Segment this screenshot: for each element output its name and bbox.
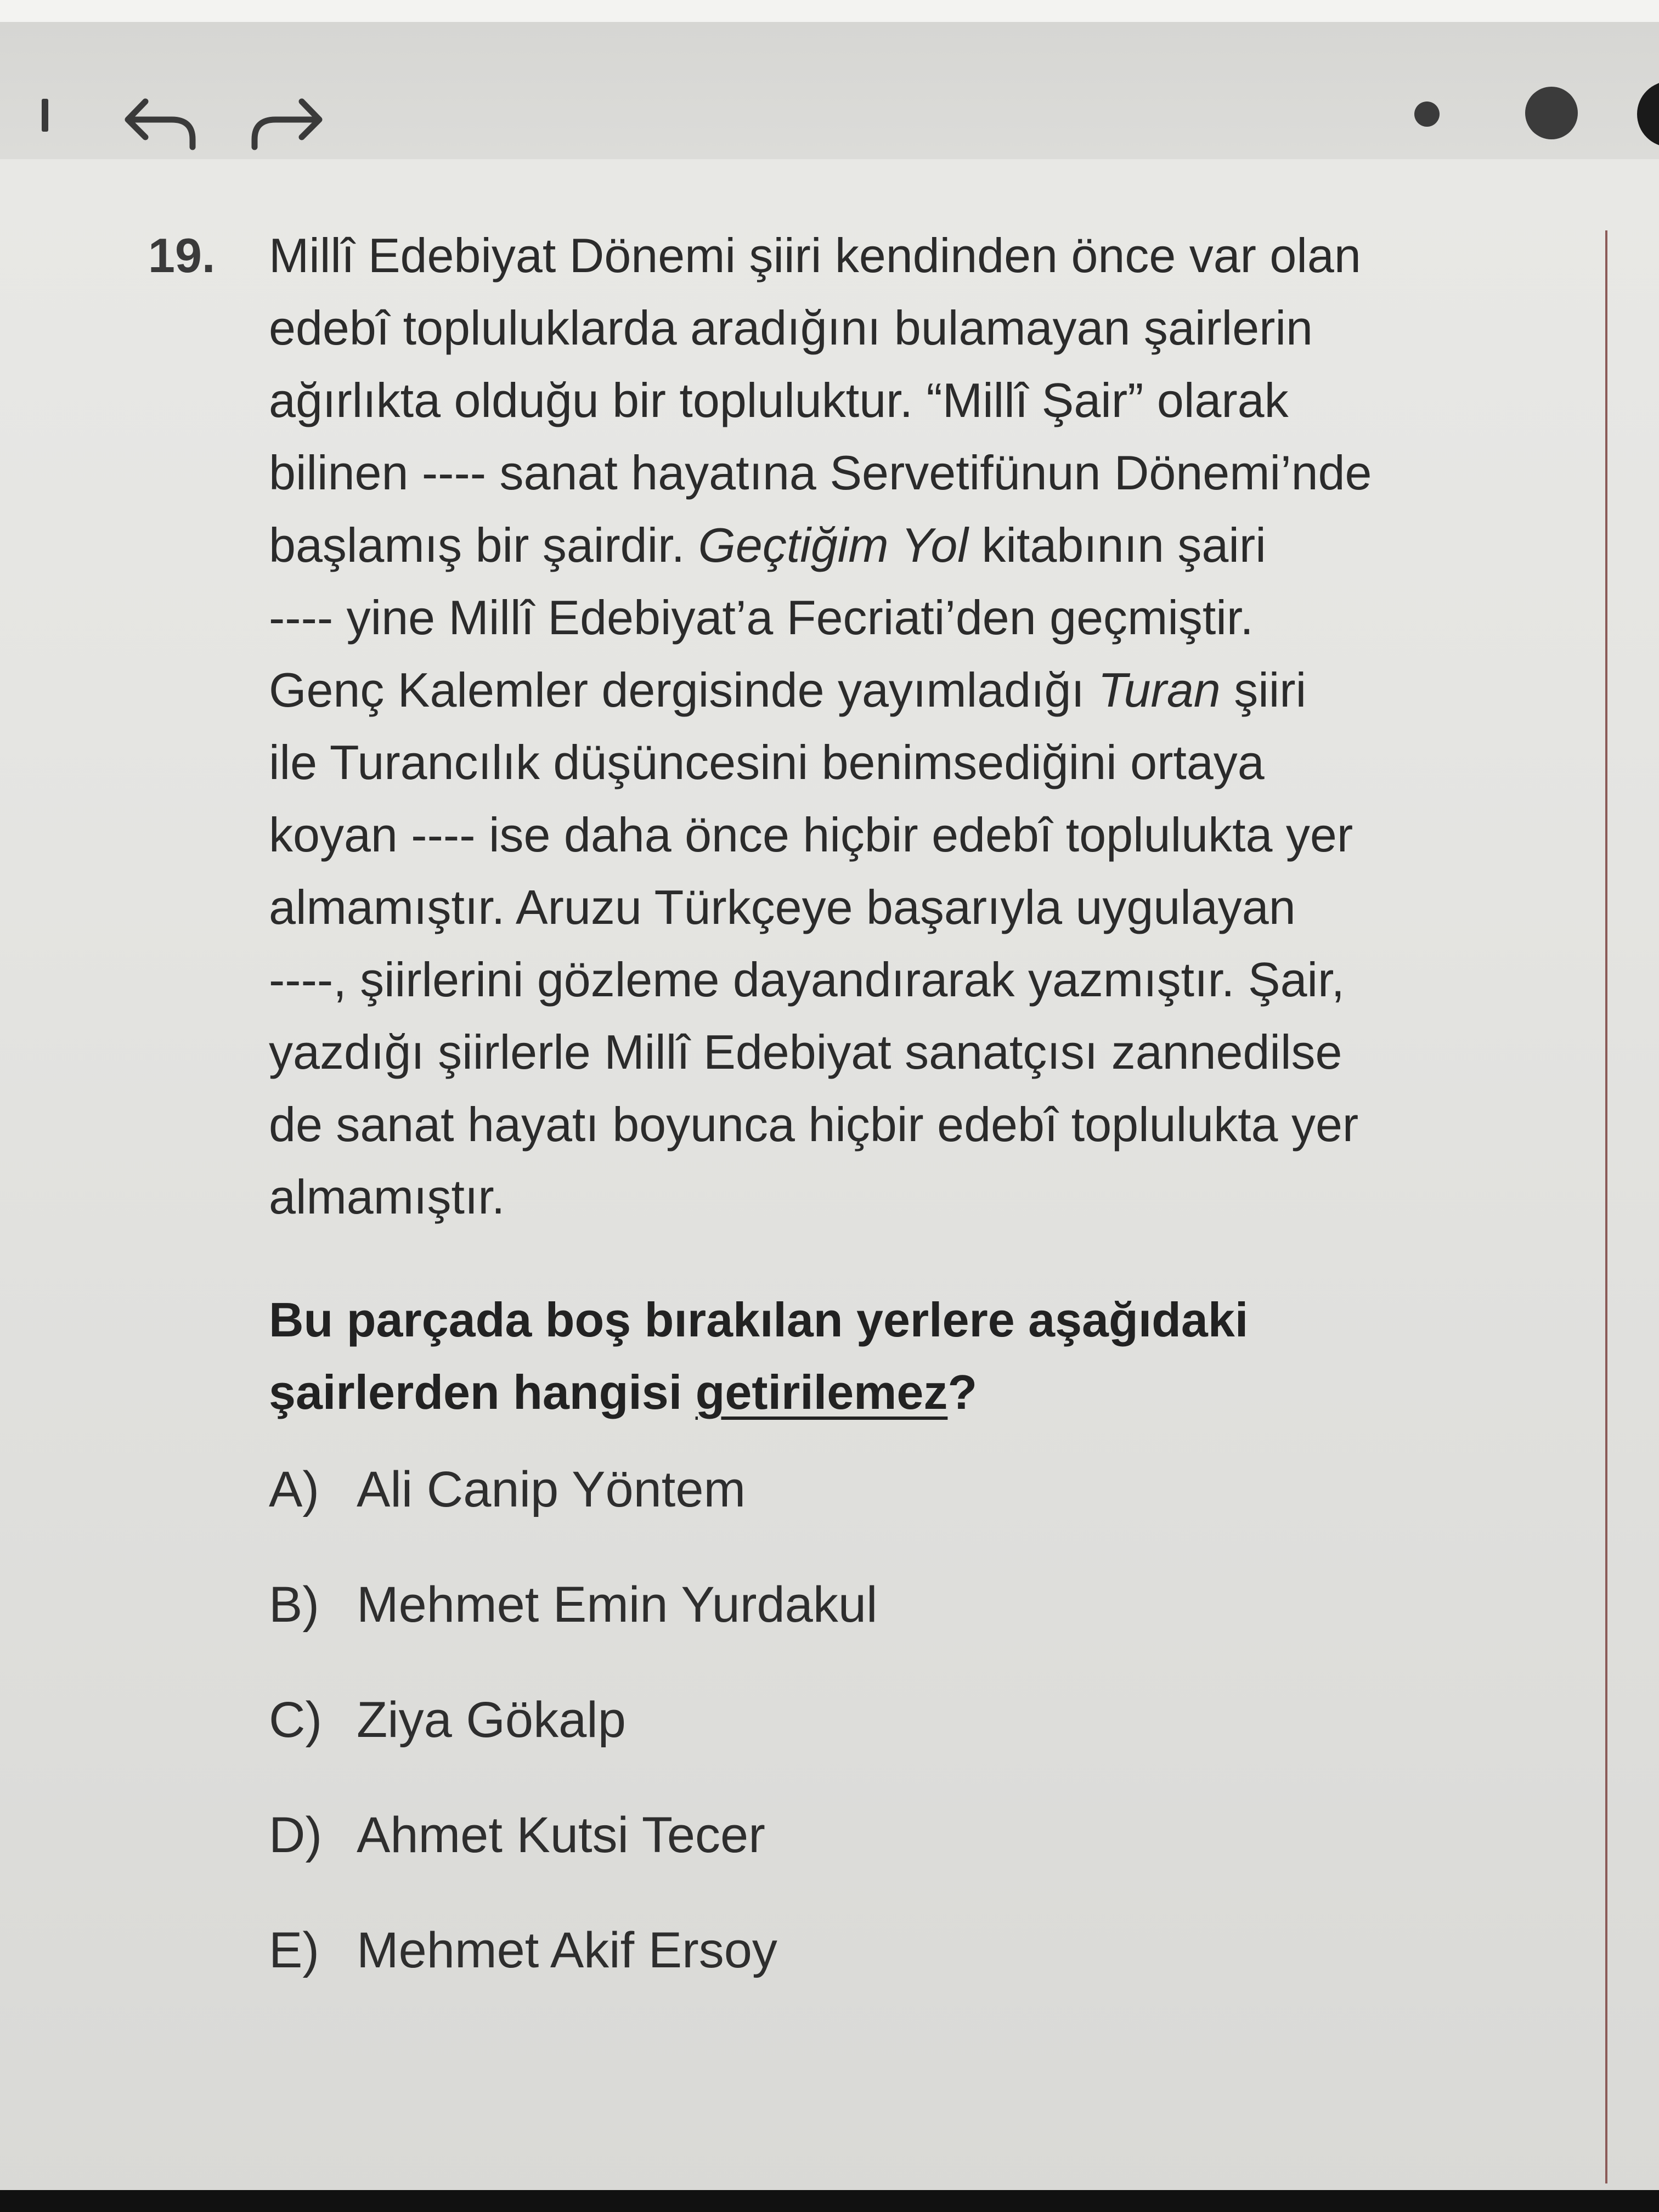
answer-option-b[interactable] bbox=[269, 1575, 1531, 1690]
stem-line bbox=[269, 654, 1531, 726]
stem-line: almamıştır. bbox=[269, 1170, 505, 1224]
prompt-line: Bu parçada boş bırakılan yerlere aşağıdaki bbox=[269, 1293, 1249, 1347]
stem-line: ----, şiirlerini gözleme dayandırarak yazmıştır. Şair, bbox=[269, 952, 1345, 1007]
stem-line: Millî Edebiyat Dönemi şiiri kendinden önce var olan bbox=[269, 228, 1361, 283]
stem-text: kitabının şairi bbox=[981, 518, 1266, 572]
answer-options bbox=[269, 1459, 1531, 2035]
option-text: Ali Canip Yöntem bbox=[357, 1462, 746, 1517]
screen-bottom-edge bbox=[0, 2190, 1659, 2212]
redo-button[interactable] bbox=[241, 82, 324, 154]
color-swatch-button[interactable] bbox=[1637, 81, 1659, 147]
option-letter: C) bbox=[269, 1692, 323, 1748]
stem-text: başlamış bir şairdir. bbox=[269, 518, 685, 572]
question-number: 19. bbox=[148, 228, 216, 283]
pen-size-large-button[interactable] bbox=[1525, 87, 1578, 139]
answer-option-c[interactable] bbox=[269, 1690, 1531, 1805]
option-text: Ahmet Kutsi Tecer bbox=[357, 1807, 765, 1863]
answer-option-d[interactable] bbox=[269, 1805, 1531, 1920]
question-stem bbox=[269, 219, 1531, 1233]
option-letter: B) bbox=[269, 1577, 319, 1633]
pen-size-small-button[interactable] bbox=[1414, 101, 1440, 127]
annotation-toolbar bbox=[0, 22, 1659, 159]
question-prompt bbox=[269, 1284, 1531, 1429]
stem-line: yazdığı şiirlerle Millî Edebiyat sanatçısı zannedilse bbox=[269, 1025, 1342, 1079]
prompt-line bbox=[269, 1356, 1531, 1429]
prompt-emphasis: getirilemez bbox=[695, 1365, 948, 1419]
stem-line: edebî topluluklarda aradığını bulamayan şairlerin bbox=[269, 301, 1313, 355]
option-text: Ziya Gökalp bbox=[357, 1692, 626, 1748]
page-margin-line bbox=[1605, 230, 1607, 2183]
undo-arrow-icon bbox=[123, 82, 206, 154]
redo-arrow-icon bbox=[241, 82, 324, 154]
option-letter: A) bbox=[269, 1462, 319, 1517]
stem-line: de sanat hayatı boyunca hiçbir edebî toplulukta yer bbox=[269, 1097, 1359, 1152]
stem-line: ile Turancılık düşüncesini benimsediğini ortaya bbox=[269, 735, 1265, 789]
stem-line bbox=[269, 509, 1531, 582]
stem-line: bilinen ---- sanat hayatına Servetifünun Dönemi’nde bbox=[269, 445, 1372, 500]
stem-text: Genç Kalemler dergisinde yayımladığı bbox=[269, 663, 1085, 717]
stem-line: ağırlıkta olduğu bir topluluktur. “Millî Şair” olarak bbox=[269, 373, 1289, 427]
stem-line: almamıştır. Aruzu Türkçeye başarıyla uygulayan bbox=[269, 880, 1296, 934]
stem-text: şiiri bbox=[1234, 663, 1307, 717]
prompt-text: şairlerden hangisi bbox=[269, 1365, 682, 1419]
option-letter: E) bbox=[269, 1922, 319, 1978]
undo-button[interactable] bbox=[123, 82, 206, 154]
option-letter: D) bbox=[269, 1807, 323, 1863]
answer-option-a[interactable] bbox=[269, 1459, 1531, 1575]
stem-line: koyan ---- ise daha önce hiçbir edebî toplulukta yer bbox=[269, 808, 1353, 862]
stem-line: ---- yine Millî Edebiyat’a Fecriati’den geçmiştir. bbox=[269, 590, 1254, 645]
poem-title: Turan bbox=[1098, 663, 1221, 717]
prompt-question-mark: ? bbox=[947, 1365, 978, 1419]
top-strip bbox=[0, 0, 1659, 22]
text-cursor-icon bbox=[42, 99, 48, 132]
option-text: Mehmet Akif Ersoy bbox=[357, 1922, 777, 1978]
book-title: Geçtiğim Yol bbox=[698, 518, 968, 572]
answer-option-e[interactable] bbox=[269, 1920, 1531, 2035]
option-text: Mehmet Emin Yurdakul bbox=[357, 1577, 878, 1633]
